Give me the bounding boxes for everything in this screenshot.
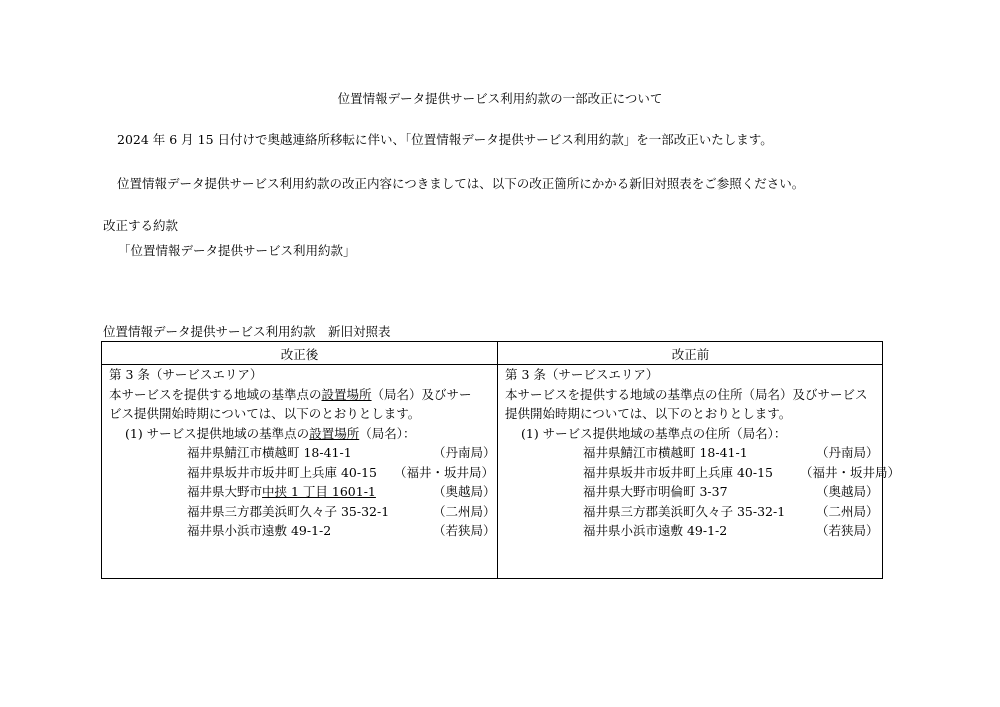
item-line [109,424,494,444]
station-address: 福井県小浜市遠敷 49-1-2 [583,523,728,538]
item-text: （局名）： [359,425,416,441]
header-after: 改正後 [280,347,319,362]
item-text: (1) サービス提供地域の基準点の [125,425,310,441]
comparison-table [101,341,901,579]
cell-after [109,365,494,541]
body-line: 提供開始時期については、以下のとおりとします。 [505,406,792,421]
station-row [109,463,494,483]
section-heading: 改正する約款 [103,218,179,233]
body-text: 本サービスを提供する地域の基準点の [109,386,322,402]
station-name: （奥越局） [816,484,879,499]
station-name: （若狭局） [433,523,496,538]
station-name: （福井・坂井局） [394,464,495,480]
station-row [505,443,883,463]
body-line [109,385,494,405]
station-row [109,443,494,463]
station-address: 福井県三方郡美浜町久々子 35-32-1 [583,503,786,519]
body-text: （局名）及びサー [371,386,472,402]
underlined-amendment: 設置場所 [321,386,372,402]
item-line: (1) サービス提供地域の基準点の住所（局名）： [521,425,787,441]
station-row [505,502,883,522]
cell-before [505,365,901,541]
article-heading: 第 3 条（サービスエリア） [109,367,263,382]
reference-paragraph: 位置情報データ提供サービス利用約款の改正内容につきましては、以下の改正箇所にかかる新旧対照表をご参照ください。 [117,176,805,191]
station-name: （二州局） [433,503,496,519]
address-text: 福井県大野市 [187,484,263,499]
station-row [505,482,883,502]
underlined-amendment: 中挟 1 丁目 1601-1 [262,484,376,499]
station-row [109,502,494,522]
station-address: 福井県小浜市遠敷 49-1-2 [187,523,332,538]
station-name: （丹南局） [816,445,879,460]
column-divider [497,342,498,578]
station-name: （二州局） [816,503,879,519]
station-address [187,482,376,502]
station-address: 福井県鯖江市横越町 18-41-1 [583,445,748,460]
document-title: 位置情報データ提供サービス利用約款の一部改正について [337,91,663,106]
station-row [109,482,494,502]
station-address: 福井県三方郡美浜町久々子 35-32-1 [187,503,390,519]
underlined-amendment: 設置場所 [309,425,360,441]
station-row [505,521,883,541]
intro-paragraph: 2024 年 6 月 15 日付けで奥越連絡所移転に伴い、「位置情報データ提供サービス利用約款」を一部改正いたします。 [117,132,773,147]
body-line: 本サービスを提供する地域の基準点の住所（局名）及びサービス [505,386,868,402]
station-row [505,463,901,483]
station-name: （福井・坂井局） [800,464,901,480]
body-line: ビス提供開始時期については、以下のとおりとします。 [109,406,421,421]
header-before: 改正前 [671,347,710,362]
station-address: 福井県坂井市坂井町上兵庫 40-15 [187,464,378,480]
station-address: 福井県坂井市坂井町上兵庫 40-15 [583,464,774,480]
station-address: 福井県大野市明倫町 3-37 [583,484,728,499]
article-heading: 第 3 条（サービスエリア） [505,367,659,382]
station-name: （奥越局） [433,484,496,499]
amended-terms-name: 「位置情報データ提供サービス利用約款」 [118,243,356,258]
comparison-table-caption: 位置情報データ提供サービス利用約款 新旧対照表 [103,324,391,339]
station-name: （若狭局） [816,523,879,538]
station-row [109,521,494,541]
station-name: （丹南局） [433,445,496,460]
station-address: 福井県鯖江市横越町 18-41-1 [187,445,352,460]
